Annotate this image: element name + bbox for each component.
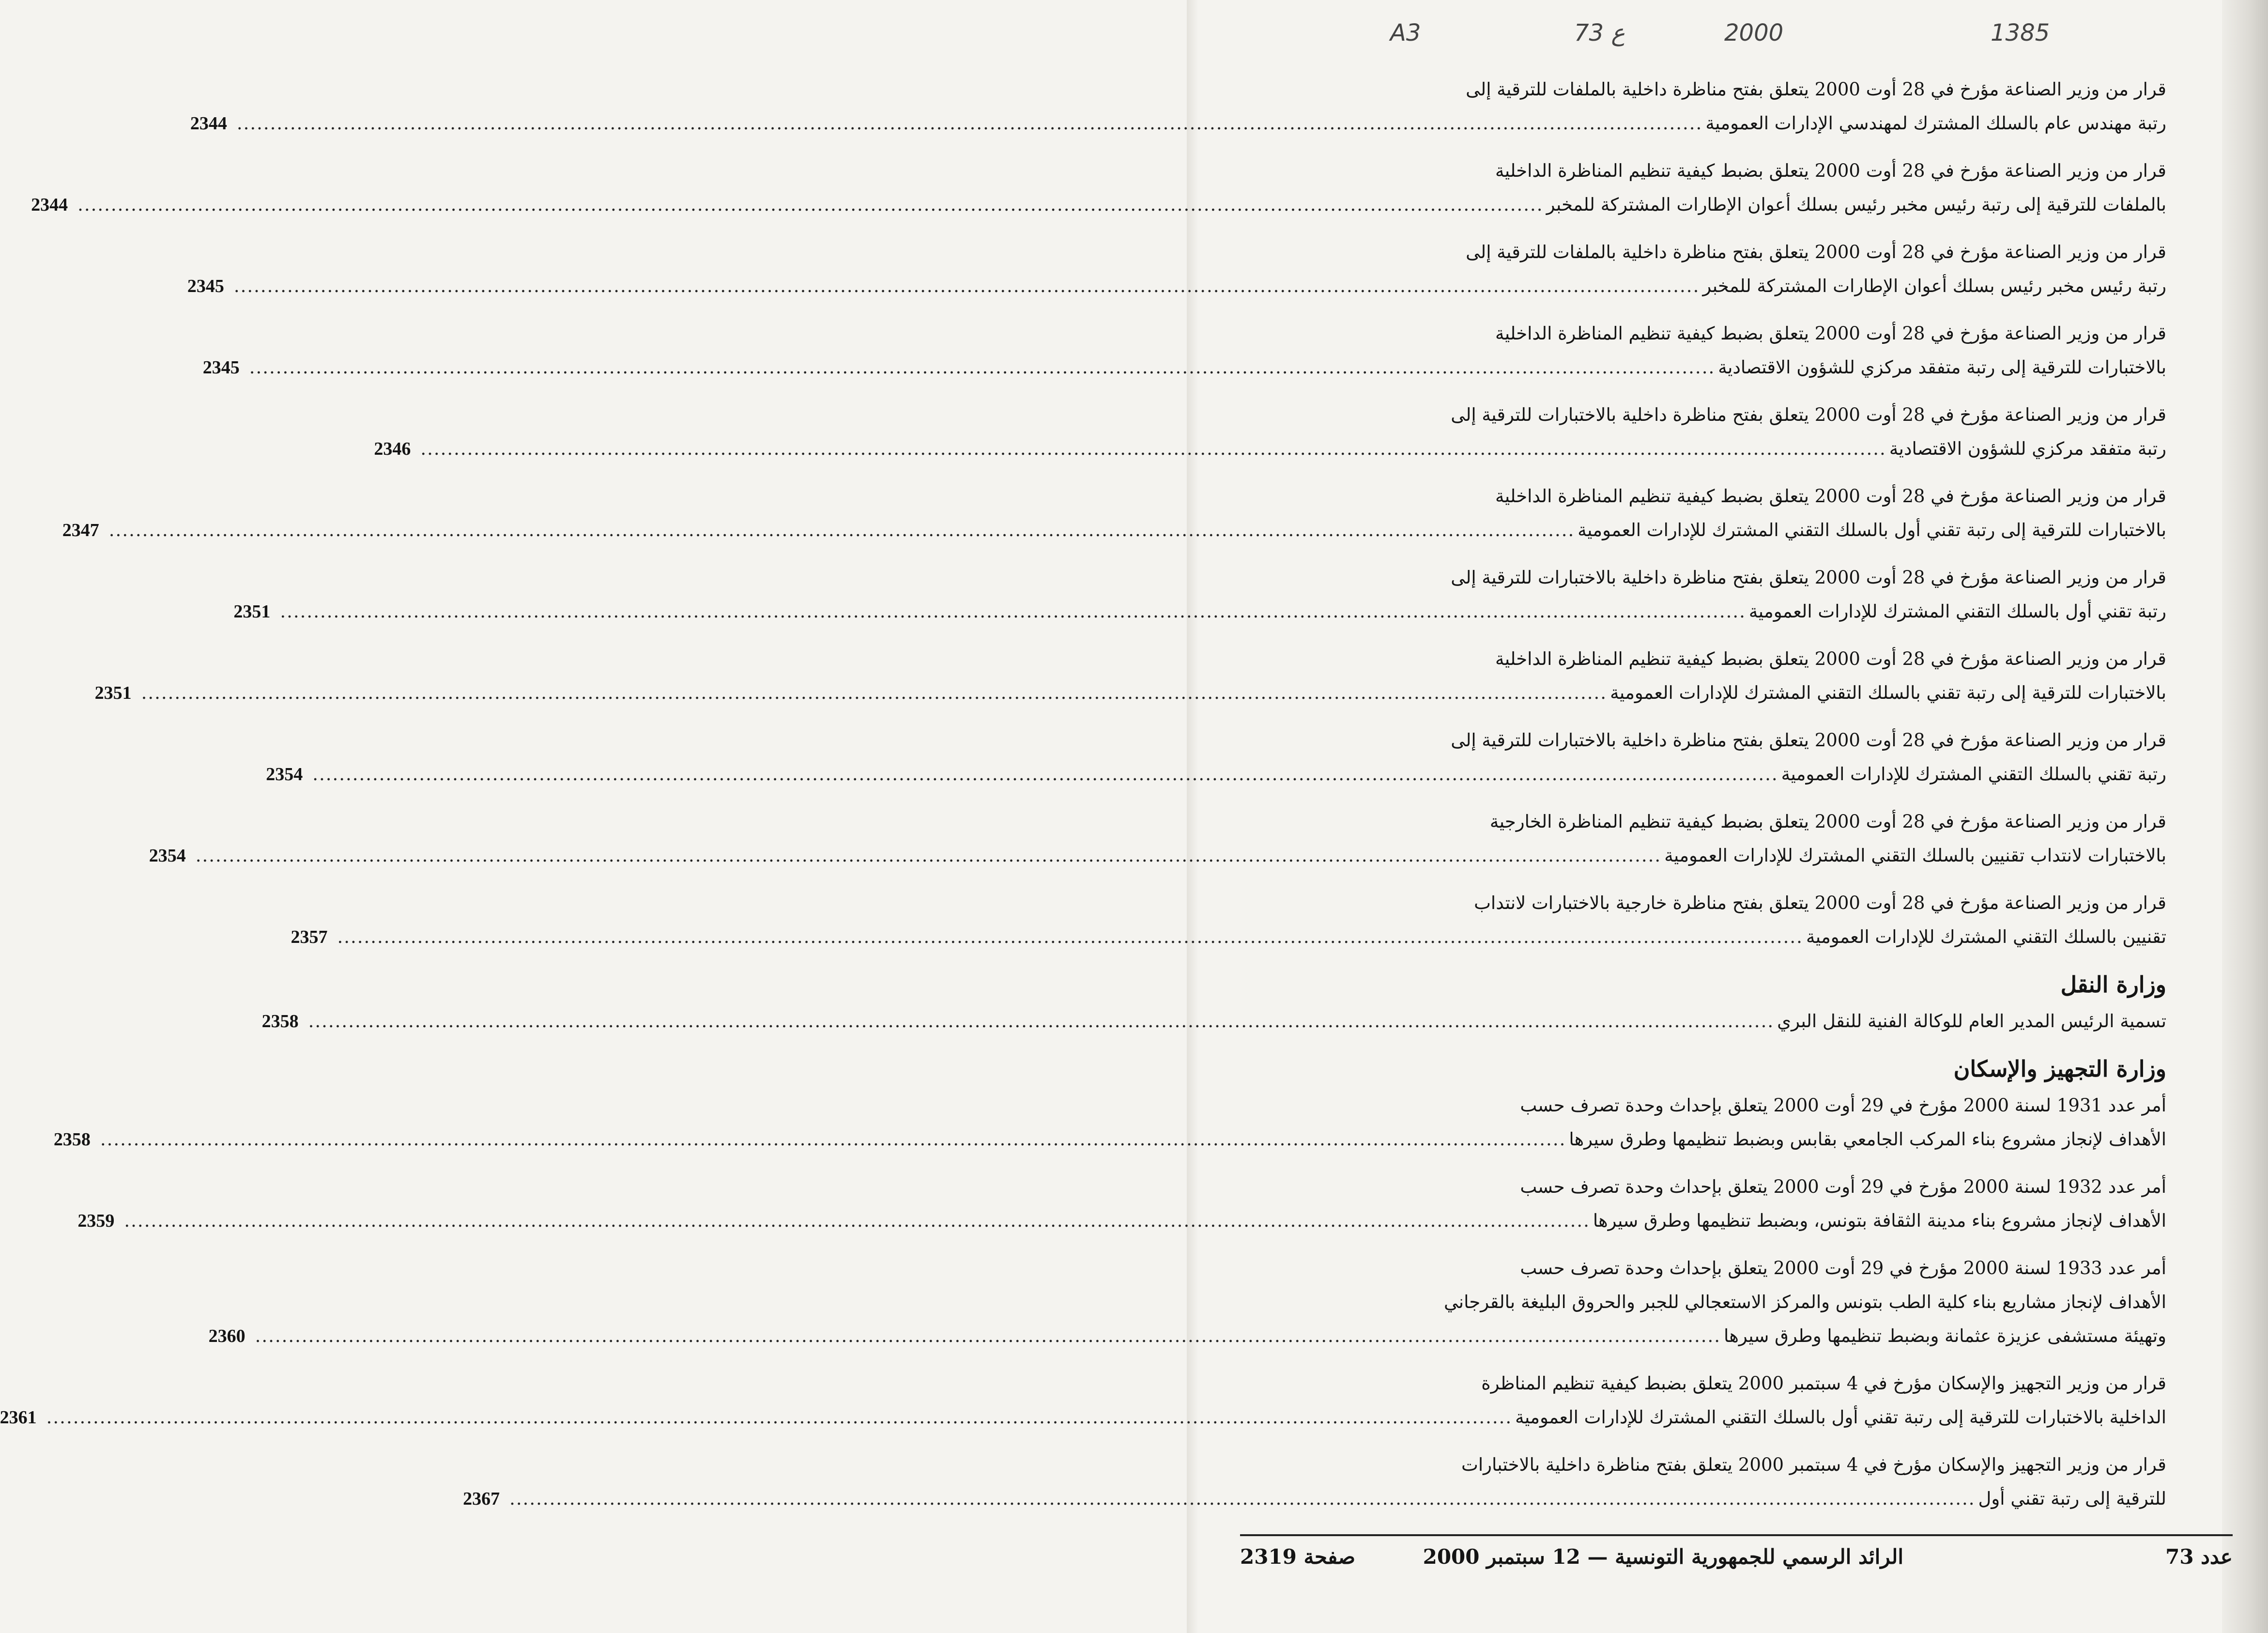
toc-entry-text-line: قرار من وزير الصناعة مؤرخ في 28 أوت 2000 يتعلق بفتح مناظرة داخلية بالملفات للترقية إلى	[1466, 242, 2166, 262]
toc-page-number: 2351	[233, 601, 271, 622]
toc-entry-text-line: رتبة تقني بالسلك التقني المشترك للإدارات العمومية	[1781, 764, 2166, 785]
toc-entry-text-line: قرار من وزير الصناعة مؤرخ في 28 أوت 2000 يتعلق بضبط كيفية تنظيم المناظرة الداخلية	[1495, 486, 2166, 507]
dot-leader: ............................................................................................................................................................................................................................	[308, 1011, 1775, 1032]
toc-entry	[187, 235, 2166, 303]
dot-leader: ............................................................................................................................................................................................................................	[236, 113, 1703, 134]
toc-entry	[77, 1170, 2166, 1238]
ministry-heading: وزارة التجهيز والإسكان	[1953, 1056, 2166, 1082]
toc-page-number: 2344	[31, 195, 68, 215]
toc-entry-text-line: الأهداف لإنجاز مشروع بناء مدينة الثقافة بتونس، وبضبط تنظيمها وطرق سيرها	[1593, 1210, 2166, 1231]
toc-entry	[149, 805, 2166, 873]
dot-leader: ............................................................................................................................................................................................................................	[509, 1488, 1976, 1509]
dot-leader: ............................................................................................................................................................................................................................	[108, 520, 1575, 540]
toc-entry-text-line: قرار من وزير التجهيز والإسكان مؤرخ في 4 سبتمبر 2000 يتعلق بضبط كيفية تنظيم المناظرة	[1481, 1373, 2166, 1394]
toc-page-number: 2344	[190, 113, 227, 134]
toc-entry-text-line: قرار من وزير الصناعة مؤرخ في 28 أوت 2000 يتعلق بفتح مناظرة داخلية بالاختبارات للترقية إلى	[1451, 404, 2166, 425]
toc-page-number: 2360	[208, 1326, 245, 1346]
toc-entry-text-line: أمر عدد 1931 لسنة 2000 مؤرخ في 29 أوت 2000 يتعلق بإحداث وحدة تصرف حسب	[1520, 1095, 2166, 1116]
dot-leader: ............................................................................................................................................................................................................................	[312, 764, 1778, 785]
toc-page-number: 2361	[0, 1407, 37, 1428]
toc-entry-text-line: بالملفات للترقية إلى رتبة رئيس مخبر رئيس بسلك أعوان الإطارات المشتركة للمخبر	[1546, 194, 2166, 215]
toc-entry	[266, 724, 2166, 791]
toc-entry	[53, 1089, 2166, 1156]
toc-entry	[374, 398, 2166, 466]
footer-divider	[1240, 1534, 2233, 1536]
toc-entry-text-line: قرار من وزير الصناعة مؤرخ في 28 أوت 2000 يتعلق بفتح مناظرة خارجية بالاختبارات لانتداب	[1474, 893, 2166, 913]
dot-leader: ............................................................................................................................................................................................................................	[124, 1210, 1590, 1231]
toc-entry-text-line: رتبة متفقد مركزي للشؤون الاقتصادية	[1889, 438, 2166, 459]
toc-entry	[463, 1448, 2166, 1516]
toc-entry	[261, 1004, 2166, 1038]
dot-leader: ............................................................................................................................................................................................................................	[337, 926, 1803, 947]
dot-leader: ............................................................................................................................................................................................................................	[280, 601, 1746, 622]
handwritten-note-3: 2000	[1724, 19, 1784, 46]
toc-entry-text-line: قرار من وزير الصناعة مؤرخ في 28 أوت 2000 يتعلق بفتح مناظرة داخلية بالاختبارات للترقية إلى	[1451, 567, 2166, 588]
toc-entry-text-line: بالاختبارات لانتداب تقنيين بالسلك التقني المشترك للإدارات العمومية	[1664, 845, 2166, 866]
toc-entry-text-line: تسمية الرئيس المدير العام للوكالة الفنية للنقل البري	[1777, 1011, 2166, 1032]
toc-entry-text-line: بالاختبارات للترقية إلى رتبة تقني أول بالسلك التقني المشترك للإدارات العمومية	[1578, 520, 2166, 540]
toc-entry	[62, 479, 2166, 547]
toc-entry-text-line: قرار من وزير الصناعة مؤرخ في 28 أوت 2000 يتعلق بفتح مناظرة داخلية بالملفات للترقية إلى	[1466, 79, 2166, 100]
footer-page-number: صفحة 2319	[1240, 1545, 1356, 1569]
toc-entry-text-line: تقنيين بالسلك التقني المشترك للإدارات العمومية	[1806, 926, 2166, 947]
toc-entry-text-line: أمر عدد 1933 لسنة 2000 مؤرخ في 29 أوت 2000 يتعلق بإحداث وحدة تصرف حسب	[1520, 1258, 2166, 1279]
toc-entry-text-line: بالاختبارات للترقية إلى رتبة متفقد مركزي للشؤون الاقتصادية	[1718, 357, 2166, 378]
toc-entry-text-line: قرار من وزير الصناعة مؤرخ في 28 أوت 2000 يتعلق بضبط كيفية تنظيم المناظرة الخارجية	[1489, 811, 2166, 832]
toc-page-number: 2354	[266, 764, 303, 785]
dot-leader: ............................................................................................................................................................................................................................	[100, 1129, 1566, 1150]
page-footer	[1240, 1545, 2233, 1579]
toc-entry-text-line: قرار من وزير التجهيز والإسكان مؤرخ في 4 سبتمبر 2000 يتعلق بفتح مناظرة داخلية بالاختبارات	[1461, 1454, 2166, 1475]
toc-entry	[233, 561, 2166, 629]
page-edge-left	[1187, 0, 1198, 1633]
table-of-contents	[0, 73, 2166, 1529]
toc-entry	[208, 1251, 2166, 1353]
toc-page-number: 2354	[149, 846, 186, 866]
toc-page-number: 2345	[202, 357, 240, 378]
dot-leader: ............................................................................................................................................................................................................................	[77, 194, 1544, 215]
toc-entry-text-line: للترقية إلى رتبة تقني أول	[1978, 1488, 2166, 1509]
toc-entry-text-line: الداخلية بالاختبارات للترقية إلى رتبة تقني أول بالسلك التقني المشترك للإدارات العمومية	[1515, 1407, 2166, 1428]
dot-leader: ............................................................................................................................................................................................................................	[255, 1325, 1721, 1346]
toc-page-number: 2358	[261, 1011, 299, 1032]
dot-leader: ............................................................................................................................................................................................................................	[420, 438, 1886, 459]
toc-entry-text-line: قرار من وزير الصناعة مؤرخ في 28 أوت 2000 يتعلق بضبط كيفية تنظيم المناظرة الداخلية	[1495, 160, 2166, 181]
toc-entry-text-line: الأهداف لإنجاز مشروع بناء المركب الجامعي بقابس وبضبط تنظيمها وطرق سيرها	[1569, 1129, 2166, 1150]
dot-leader: ............................................................................................................................................................................................................................	[195, 845, 1662, 866]
toc-page-number: 2359	[77, 1211, 115, 1231]
toc-entry	[291, 886, 2166, 954]
toc-page-number: 2357	[291, 927, 328, 947]
toc-entry-text-line: قرار من وزير الصناعة مؤرخ في 28 أوت 2000 يتعلق بفتح مناظرة داخلية بالاختبارات للترقية إلى	[1451, 730, 2166, 751]
footer-journal-title: الرائد الرسمي للجمهورية التونسية — 12 سبتمبر 2000	[1423, 1545, 1903, 1569]
toc-entry-text-line: قرار من وزير الصناعة مؤرخ في 28 أوت 2000 يتعلق بضبط كيفية تنظيم المناظرة الداخلية	[1495, 648, 2166, 669]
toc-entry	[190, 73, 2166, 140]
toc-entry-text-line: رتبة مهندس عام بالسلك المشترك لمهندسي الإدارات العمومية	[1705, 113, 2166, 134]
toc-entry-text-line: وتهيئة مستشفى عزيزة عثمانة وبضبط تنظيمها وطرق سيرها	[1724, 1325, 2166, 1346]
toc-entry-text-line: رتبة تقني أول بالسلك التقني المشترك للإدارات العمومية	[1748, 601, 2166, 622]
toc-entry-text-line: الأهداف لإنجاز مشاريع بناء كلية الطب بتونس والمركز الاستعجالي للجبر والحروق البليغة بالقرجاني	[1443, 1292, 2166, 1312]
dot-leader: ............................................................................................................................................................................................................................	[233, 276, 1700, 296]
toc-page-number: 2347	[62, 520, 99, 540]
toc-entry-text-line: رتبة رئيس مخبر رئيس بسلك أعوان الإطارات المشتركة للمخبر	[1702, 276, 2166, 296]
toc-entry-text-line: بالاختبارات للترقية إلى رتبة تقني بالسلك التقني المشترك للإدارات العمومية	[1610, 682, 2166, 703]
handwritten-note-2: 73 ع	[1574, 19, 1625, 46]
handwritten-note-1: A3	[1390, 19, 1421, 46]
page-edge-bleed	[2222, 0, 2268, 1633]
handwritten-note-4: 1385	[1991, 19, 2050, 46]
footer-issue-number: عدد 73	[2165, 1545, 2233, 1569]
toc-entry	[94, 642, 2166, 710]
ministry-heading: وزارة النقل	[2060, 971, 2166, 998]
toc-entry-text-line: قرار من وزير الصناعة مؤرخ في 28 أوت 2000 يتعلق بضبط كيفية تنظيم المناظرة الداخلية	[1495, 323, 2166, 344]
toc-page-number: 2367	[463, 1489, 500, 1509]
toc-page-number: 2351	[94, 683, 132, 703]
toc-entry	[202, 317, 2166, 385]
toc-page-number: 2358	[53, 1129, 91, 1150]
dot-leader: ............................................................................................................................................................................................................................	[141, 682, 1608, 703]
dot-leader: ............................................................................................................................................................................................................................	[46, 1407, 1513, 1428]
toc-page-number: 2345	[187, 276, 224, 296]
toc-entry-text-line: أمر عدد 1932 لسنة 2000 مؤرخ في 29 أوت 2000 يتعلق بإحداث وحدة تصرف حسب	[1520, 1176, 2166, 1197]
toc-entry	[0, 1367, 2166, 1434]
toc-entry	[31, 154, 2166, 222]
dot-leader: ............................................................................................................................................................................................................................	[249, 357, 1716, 378]
toc-page-number: 2346	[374, 439, 411, 459]
